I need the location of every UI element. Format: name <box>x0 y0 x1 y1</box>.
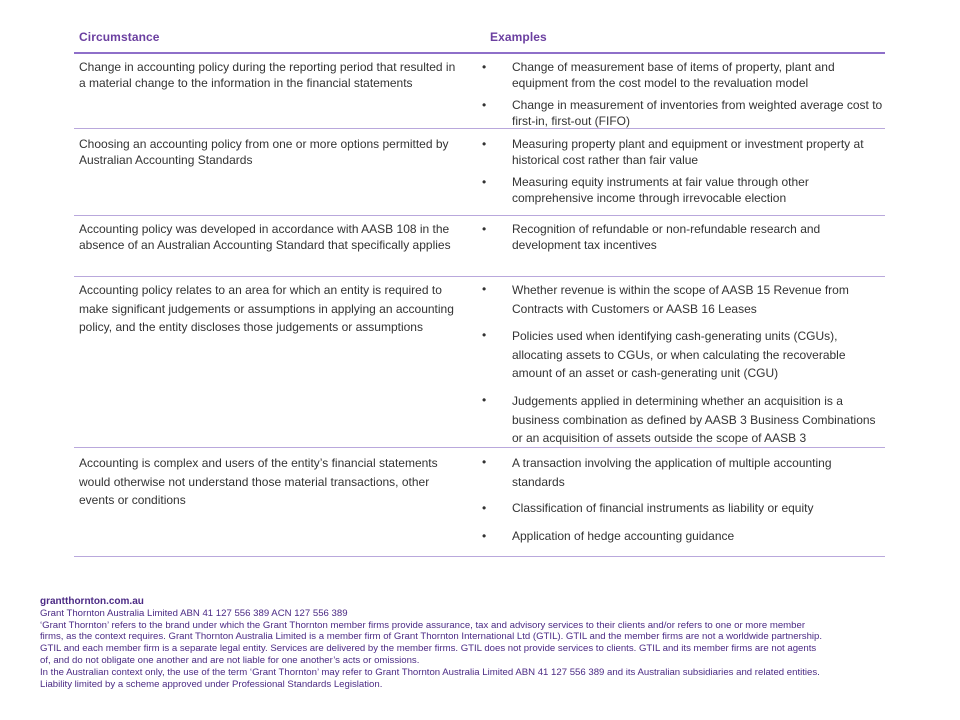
bullet: • <box>482 137 487 151</box>
legal-footer <box>40 596 930 690</box>
circumstance-cell: Change in accounting policy during the reporting period that resulted in a material change to the information in the financial statements <box>79 60 456 90</box>
disclaimer-line: firms, as the context requires. Grant Thornton Australia Limited is a member firm of Grant Thornton International Ltd (GTIL). GTIL and the member firms are not a worldwide partnership. <box>40 631 823 643</box>
bullet: • <box>482 98 487 112</box>
example-item: Policies used when identifying cash-generating units (CGUs), allocating assets to CGUs, or when calculating the recoverable amount of an asset or cash-generating unit (CGU) <box>512 329 846 380</box>
bullet: • <box>482 328 487 342</box>
bullet: • <box>482 393 487 407</box>
table-row <box>74 129 885 216</box>
disclaimer-line: Liability limited by a scheme approved under Professional Standards Legislation. <box>40 678 383 690</box>
header-examples: Examples <box>490 30 547 44</box>
circumstance-cell: Accounting policy was developed in accordance with AASB 108 in the absence of an Australian Accounting Standard that specifically applies <box>79 222 451 252</box>
website-link[interactable]: grantthornton.com.au <box>40 596 144 607</box>
circumstance-cell: Accounting is complex and users of the entity’s financial statements would otherwise not understand those material transactions, other events or conditions <box>79 456 438 507</box>
company-line: Grant Thornton Australia Limited ABN 41 127 556 389 ACN 127 556 389 <box>40 607 348 619</box>
table-header <box>74 30 885 54</box>
disclaimer-line: ‘Grant Thornton’ refers to the brand under which the Grant Thornton member firms provide assurance, tax and advisory services to their clients and/or refers to one or more member <box>40 619 806 631</box>
disclaimer-line: In the Australian context only, the use of the term ‘Grant Thornton’ may refer to Grant Thornton Australia Limited ABN 41 127 556 389 and its Australian subsidiaries and related entities. <box>40 666 820 678</box>
example-item: Application of hedge accounting guidance <box>512 529 735 543</box>
bullet: • <box>482 60 487 74</box>
circumstance-cell: Accounting policy relates to an area for which an entity is required to make significant judgements or assumptions in applying an accounting policy, and the entity discloses those judgements or assumptions <box>79 283 454 334</box>
table-row <box>74 448 885 557</box>
bullet: • <box>482 282 487 296</box>
example-item: Whether revenue is within the scope of AASB 15 Revenue from Contracts with Customers or AASB 16 Leases <box>512 283 849 316</box>
example-item: Change of measurement base of items of property, plant and equipment from the cost model to the revaluation model <box>512 60 835 90</box>
circumstance-cell: Choosing an accounting policy from one or more options permitted by Australian Accounting Standards <box>79 137 449 167</box>
bullet: • <box>482 501 487 515</box>
table-row <box>74 277 885 448</box>
bullet: • <box>482 175 487 189</box>
disclaimer-line: GTIL and each member firm is a separate legal entity. Services are delivered by the member firms. GTIL does not provide services to clients. GTIL and its member firms are not agents <box>40 643 817 655</box>
example-item: Recognition of refundable or non-refundable research and development tax incentives <box>512 222 821 252</box>
example-item: Measuring equity instruments at fair value through other comprehensive income through irrevocable election <box>512 175 809 205</box>
header-circumstance: Circumstance <box>79 30 160 44</box>
example-item: Judgements applied in determining whether an acquisition is a business combination as defined by AASB 3 Business Combinations or an acquisition of assets outside the scope of AASB 3 <box>512 394 876 445</box>
example-item: Measuring property plant and equipment or investment property at historical cost rather than fair value <box>512 137 864 167</box>
disclaimer-line: of, and do not obligate one another and are not liable for one another’s acts or omissions. <box>40 654 420 666</box>
bullet: • <box>482 455 487 469</box>
table-row <box>74 216 885 277</box>
example-item: Classification of financial instruments as liability or equity <box>512 501 814 515</box>
table-row <box>74 54 885 129</box>
bullet: • <box>482 222 487 236</box>
example-item: A transaction involving the application of multiple accounting standards <box>512 456 832 489</box>
policy-table <box>74 30 885 557</box>
bullet: • <box>482 529 487 543</box>
example-item: Change in measurement of inventories from weighted average cost to first-in, first-out (FIFO) <box>512 98 883 128</box>
